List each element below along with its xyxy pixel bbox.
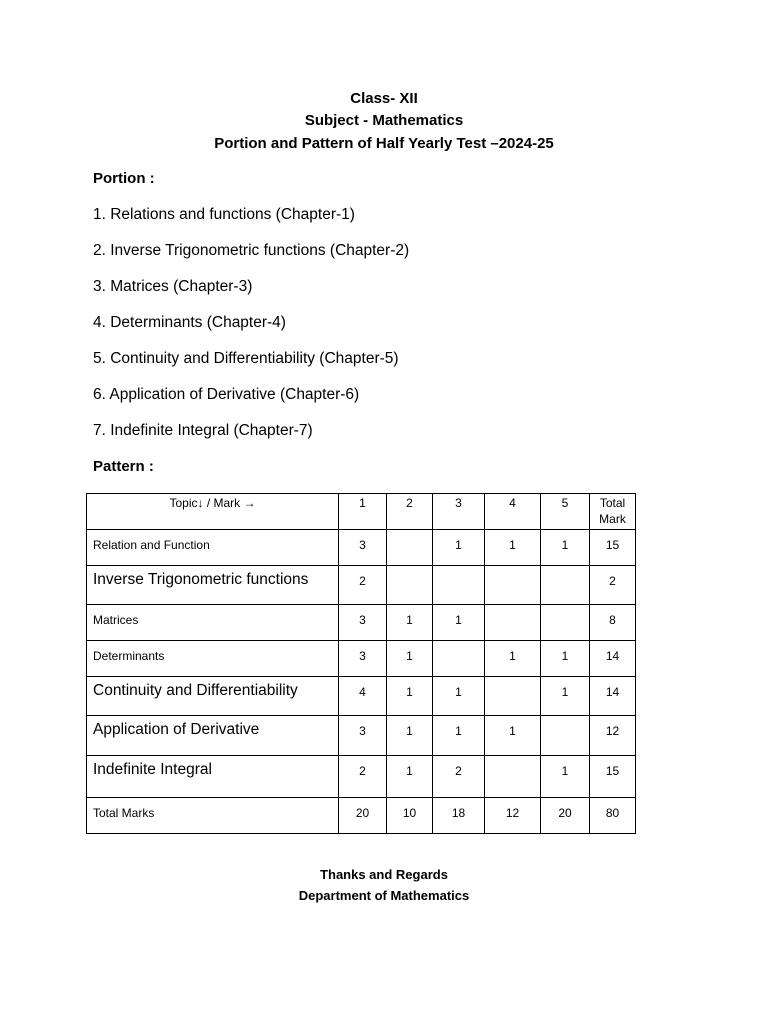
portion-item: 5. Continuity and Differentiability (Chapter-5) — [93, 350, 399, 367]
table-cell — [485, 566, 541, 605]
table-cell: 2 — [433, 756, 485, 798]
table-cell: 3 — [339, 716, 387, 756]
table-cell: 2 — [339, 566, 387, 605]
table-cell: 1 — [433, 716, 485, 756]
table-cell — [433, 566, 485, 605]
portion-item: 6. Application of Derivative (Chapter-6) — [93, 386, 360, 403]
table-row — [87, 605, 636, 641]
table-row — [87, 641, 636, 677]
column-header: 5 — [541, 494, 590, 530]
table-total-row — [87, 798, 636, 834]
portion-item: 2. Inverse Trigonometric functions (Chapter-2) — [93, 242, 410, 259]
table-cell: 1 — [485, 530, 541, 566]
table-cell: 12 — [485, 798, 541, 834]
table-cell: 1 — [433, 677, 485, 716]
table-cell — [541, 605, 590, 641]
table-cell — [433, 641, 485, 677]
table-cell — [541, 566, 590, 605]
table-row — [87, 756, 636, 798]
column-header-topic: Topic↓ / Mark → — [87, 494, 339, 530]
table-row — [87, 530, 636, 566]
department-name: Department of Mathematics — [298, 888, 470, 903]
table-cell: 4 — [339, 677, 387, 716]
row-topic: Continuity and Differentiability — [87, 677, 339, 716]
row-total: 15 — [590, 756, 636, 798]
table-cell: 3 — [339, 605, 387, 641]
row-total: 12 — [590, 716, 636, 756]
row-topic: Determinants — [87, 641, 339, 677]
table-cell: 1 — [433, 605, 485, 641]
table-cell: 3 — [339, 641, 387, 677]
portion-item: 3. Matrices (Chapter-3) — [93, 278, 253, 295]
table-cell: 1 — [541, 677, 590, 716]
table-cell: 1 — [387, 605, 433, 641]
grand-total: 80 — [590, 798, 636, 834]
portion-heading: Portion : — [93, 170, 155, 187]
table-header-row — [87, 494, 636, 530]
table-cell: 20 — [339, 798, 387, 834]
table-cell: 1 — [485, 641, 541, 677]
row-total: 8 — [590, 605, 636, 641]
table-cell: 1 — [387, 641, 433, 677]
row-topic: Matrices — [87, 605, 339, 641]
portion-item: 1. Relations and functions (Chapter-1) — [93, 206, 355, 223]
table-cell: 1 — [387, 756, 433, 798]
row-topic: Indefinite Integral — [87, 756, 339, 798]
table-cell — [485, 605, 541, 641]
table-cell: 18 — [433, 798, 485, 834]
document-header — [0, 88, 768, 155]
table-cell: 1 — [541, 641, 590, 677]
table-cell — [387, 566, 433, 605]
table-cell: 1 — [433, 530, 485, 566]
table-cell — [541, 716, 590, 756]
table-cell: 1 — [485, 716, 541, 756]
row-total: 14 — [590, 677, 636, 716]
row-topic: Total Marks — [87, 798, 339, 834]
row-topic: Application of Derivative — [87, 716, 339, 756]
row-total: 2 — [590, 566, 636, 605]
column-header: 1 — [339, 494, 387, 530]
table-cell — [485, 677, 541, 716]
pattern-table — [86, 493, 636, 834]
portion-item: 4. Determinants (Chapter-4) — [93, 314, 286, 331]
table-cell: 3 — [339, 530, 387, 566]
subject-title: Subject - Mathematics — [304, 112, 464, 129]
table-cell: 1 — [387, 716, 433, 756]
table-cell: 1 — [387, 677, 433, 716]
table-row — [87, 566, 636, 605]
table-cell: 10 — [387, 798, 433, 834]
table-row — [87, 677, 636, 716]
row-topic: Inverse Trigonometric functions — [87, 566, 339, 605]
column-header-total: Total Mark — [590, 494, 636, 530]
table-cell: 1 — [541, 530, 590, 566]
portion-list — [93, 205, 409, 457]
table-cell: 1 — [541, 756, 590, 798]
test-title: Portion and Pattern of Half Yearly Test –2024-25 — [214, 135, 554, 152]
table-cell: 2 — [339, 756, 387, 798]
row-total: 15 — [590, 530, 636, 566]
column-header: 2 — [387, 494, 433, 530]
table-cell — [485, 756, 541, 798]
table-cell — [387, 530, 433, 566]
row-total: 14 — [590, 641, 636, 677]
column-header: 3 — [433, 494, 485, 530]
row-topic: Relation and Function — [87, 530, 339, 566]
table-cell: 20 — [541, 798, 590, 834]
closing-text: Thanks and Regards — [320, 867, 448, 882]
pattern-heading: Pattern : — [93, 458, 154, 475]
column-header: 4 — [485, 494, 541, 530]
class-title: Class- XII — [350, 90, 418, 107]
table-row — [87, 716, 636, 756]
portion-item: 7. Indefinite Integral (Chapter-7) — [93, 422, 313, 439]
document-footer — [0, 864, 768, 906]
